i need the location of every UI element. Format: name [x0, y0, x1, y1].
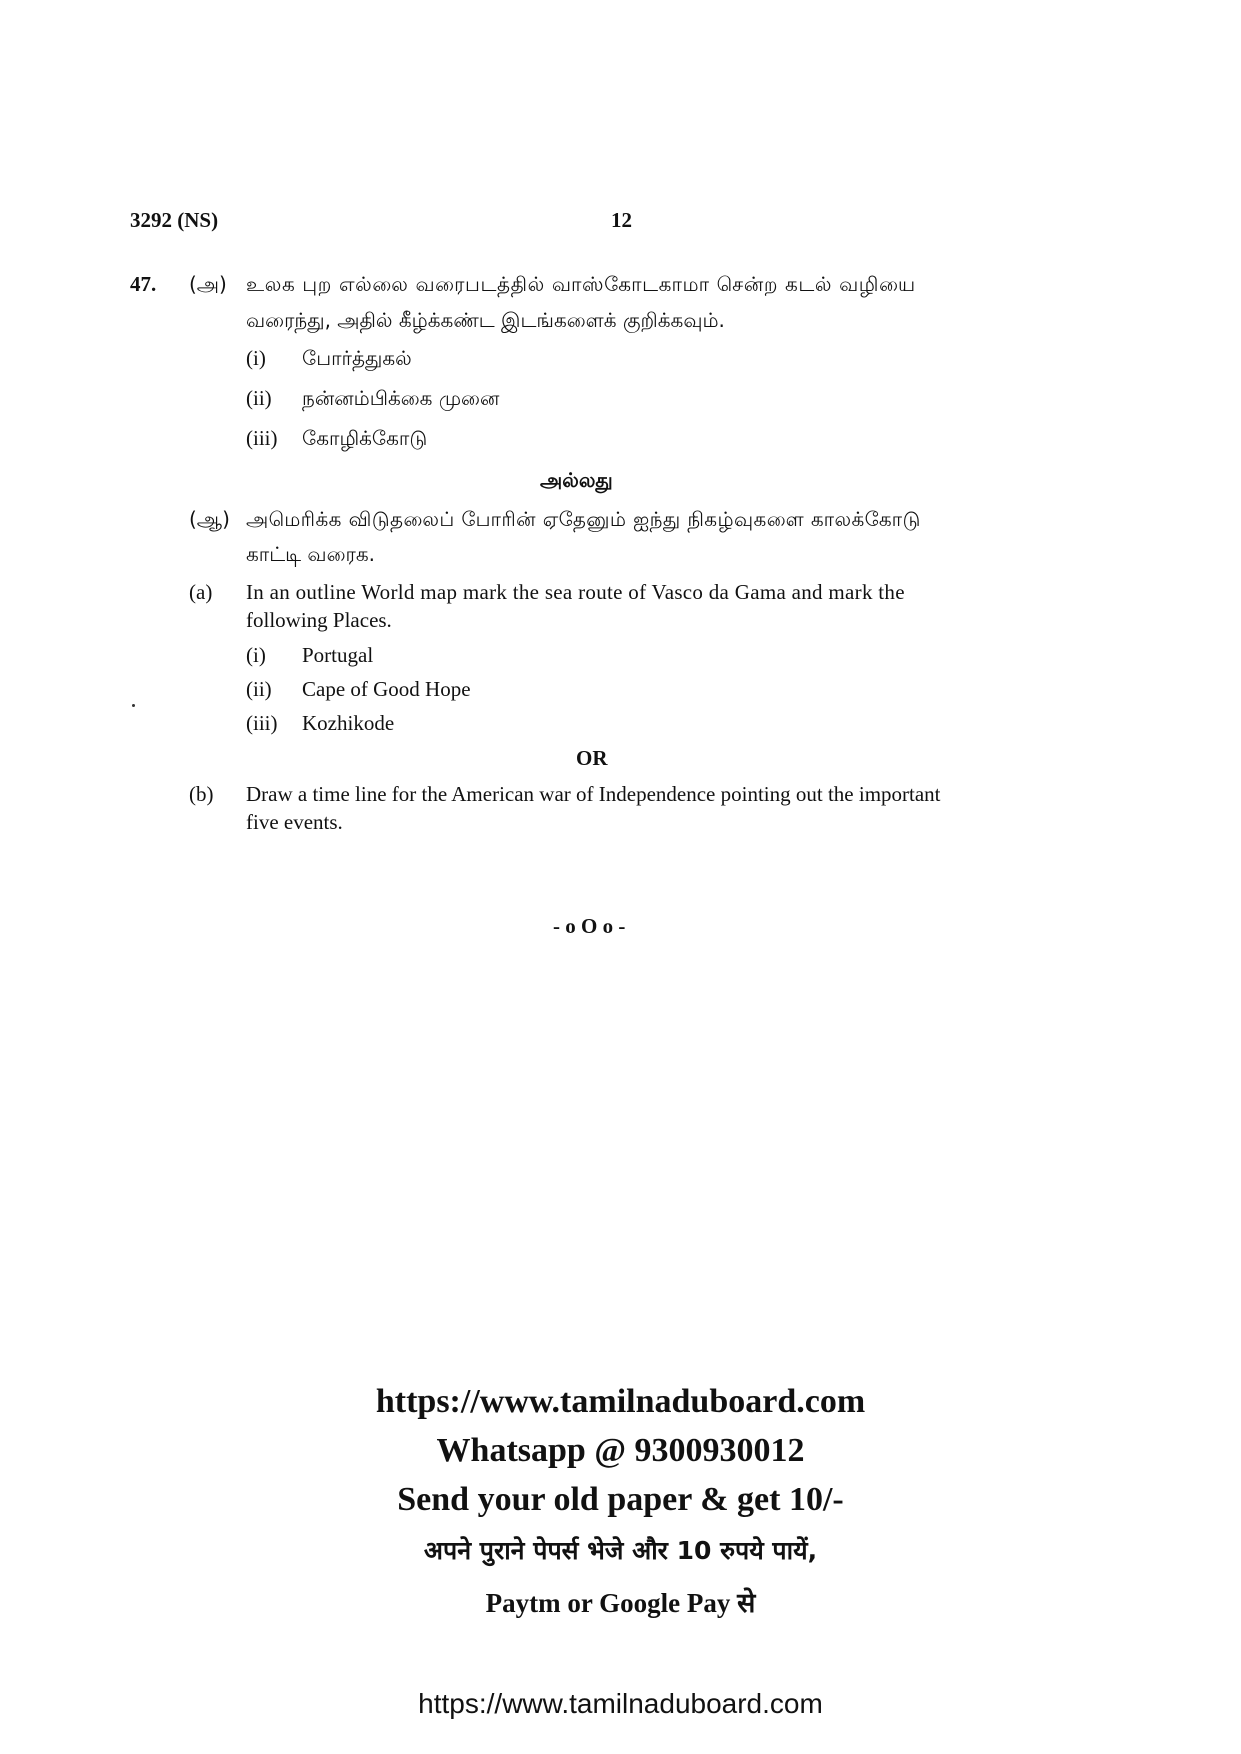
english-a-marker: (a)	[189, 580, 213, 604]
tamil-a-marker: (அ)	[189, 272, 227, 296]
tamil-a-item-1-num: (i)	[246, 346, 266, 370]
promo-hindi: अपने पुराने पेपर्स भेजे और 10 रुपये पायें,	[423, 1536, 818, 1565]
english-b-line1: Draw a time line for the American war of Independence pointing out the important	[246, 782, 941, 806]
promo-whatsapp: Whatsapp @ 9300930012	[436, 1432, 805, 1469]
tamil-or-separator: அல்லது	[540, 468, 613, 492]
tamil-a-item-3-text: கோழிக்கோடு	[302, 426, 428, 450]
footer-url[interactable]: https://www.tamilnaduboard.com	[418, 1688, 823, 1719]
tamil-b-marker: (ஆ)	[189, 507, 230, 531]
paper-code: 3292 (NS)	[130, 208, 219, 232]
english-a-item-3-num: (iii)	[246, 711, 278, 735]
promo-url: https://www.tamilnaduboard.com	[375, 1383, 866, 1420]
tamil-b-line2: காட்டி வரைக.	[246, 542, 375, 566]
tamil-a-item-3-num: (iii)	[246, 426, 278, 450]
question-number: 47.	[130, 272, 157, 296]
english-or-separator: OR	[576, 746, 608, 770]
english-a-item-2-num: (ii)	[246, 677, 272, 701]
english-b-marker: (b)	[189, 782, 214, 806]
english-a-line1: In an outline World map mark the sea route of Vasco da Gama and mark the	[246, 580, 905, 604]
english-a-item-3-text: Kozhikode	[302, 711, 395, 735]
tamil-b-line1: அமெரிக்க விடுதலைப் போரின் ஏதேனும் ஐந்து நிகழ்வுகளை காலக்கோடு	[246, 507, 921, 531]
tamil-a-line2: வரைந்து, அதில் கீழ்க்கண்ட இடங்களைக் குறிக்கவும்.	[246, 308, 725, 332]
english-a-line2: following Places.	[246, 608, 392, 632]
tamil-a-line1: உலக புற எல்லை வரைபடத்தில் வாஸ்கோடகாமா சென்ற கடல் வழியை	[246, 272, 916, 296]
tamil-a-item-2-text: நன்னம்பிக்கை முனை	[302, 386, 500, 410]
english-a-item-1-text: Portugal	[302, 643, 374, 667]
english-a-item-2-text: Cape of Good Hope	[302, 677, 471, 701]
end-mark: - o O o -	[553, 914, 626, 938]
promo-payment: Paytm or Google Pay से	[485, 1588, 756, 1618]
page-number: 12	[611, 208, 632, 232]
tamil-a-item-2-num: (ii)	[246, 386, 272, 410]
scan-dot	[132, 704, 135, 707]
english-a-item-1-num: (i)	[246, 643, 266, 667]
english-b-line2: five events.	[246, 810, 343, 834]
promo-offer: Send your old paper & get 10/-	[397, 1481, 844, 1518]
tamil-a-item-1-text: போர்த்துகல்	[302, 346, 412, 370]
